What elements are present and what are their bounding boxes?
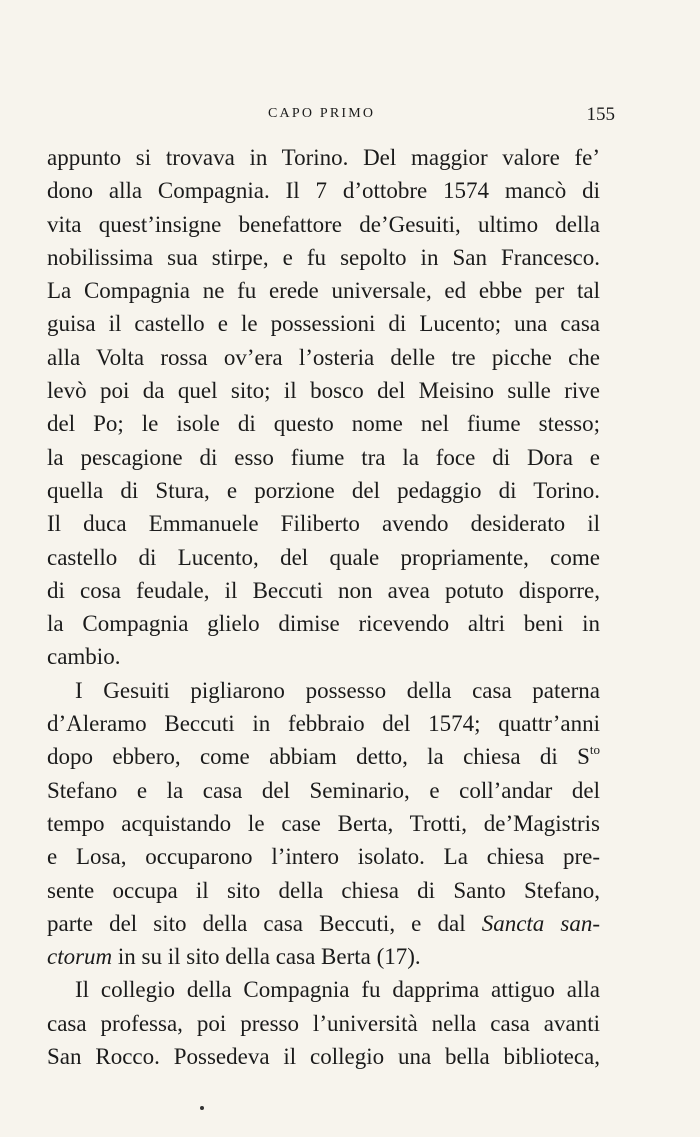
line-text: dopo ebbero, come abbiam detto, la chiesa di S <box>47 744 590 770</box>
text-line: casa professa, poi presso l’università nella casa avanti <box>47 1010 600 1036</box>
text-line: Il duca Emmanuele Filiberto avendo desiderato il <box>47 511 600 537</box>
text-line: Stefano e la casa del Seminario, e coll’andar del <box>47 777 600 803</box>
superscript: to <box>589 742 600 758</box>
line-text: parte del sito della casa Beccuti, e dal <box>47 910 482 936</box>
text-line <box>47 907 600 940</box>
text-line: tempo acquistando le case Berta, Trotti, de’Magistris <box>47 810 600 836</box>
text-line: sente occupa il sito della chiesa di Santo Stefano, <box>47 877 600 903</box>
text-line: la Compagnia glielo dimise ricevendo altri beni in <box>47 611 600 637</box>
page-speck <box>200 1106 204 1110</box>
text-line: castello di Lucento, del quale propriamente, come <box>47 544 600 570</box>
text-line: San Rocco. Possedeva il collegio una bella biblioteca, <box>47 1044 600 1070</box>
text-line: nobilissima sua stirpe, e fu sepolto in San Francesco. <box>47 244 600 270</box>
text-line <box>47 940 600 973</box>
running-head: CAPO PRIMO <box>268 106 376 121</box>
text-line: d’Aleramo Beccuti in febbraio del 1574; quattr’anni <box>47 711 600 737</box>
text-line: cambio. <box>47 644 121 670</box>
text-line: dono alla Compagnia. Il 7 d’ottobre 1574 mancò di <box>47 178 600 204</box>
page-header <box>0 104 700 128</box>
text-line: vita quest’insigne benefattore de’Gesuiti, ultimo della <box>47 211 600 237</box>
text-line: di cosa feudale, il Beccuti non avea potuto disporre, <box>47 577 600 603</box>
text-line: Il collegio della Compagnia fu dapprima attiguo alla <box>75 977 600 1003</box>
text-line <box>47 740 600 773</box>
text-line: del Po; le isole di questo nome nel fiume stesso; <box>47 411 600 437</box>
text-line: guisa il castello e le possessioni di Lucento; una casa <box>47 311 600 337</box>
line-text: in su il sito della casa Berta (17). <box>117 944 421 970</box>
text-line: quella di Stura, e porzione del pedaggio di Torino. <box>47 477 600 503</box>
text-line: La Compagnia ne fu erede universale, ed ebbe per tal <box>47 278 600 304</box>
text-line: levò poi da quel sito; il bosco del Meisino sulle rive <box>47 378 600 404</box>
page-number: 155 <box>586 104 615 125</box>
text-line: e Losa, occuparono l’intero isolato. La chiesa pre- <box>47 844 600 870</box>
text-line: alla Volta rossa ov’era l’osteria delle tre picche che <box>47 344 600 370</box>
italic-text: Sancta san- <box>481 910 600 936</box>
text-line: appunto si trovava in Torino. Del maggior valore fe’ <box>47 145 600 170</box>
text-line: la pescagione di esso fiume tra la foce di Dora e <box>47 444 600 470</box>
text-line: I Gesuiti pigliarono possesso della casa paterna <box>75 677 600 703</box>
italic-text: ctorum <box>47 944 113 970</box>
body-text <box>47 141 600 1073</box>
